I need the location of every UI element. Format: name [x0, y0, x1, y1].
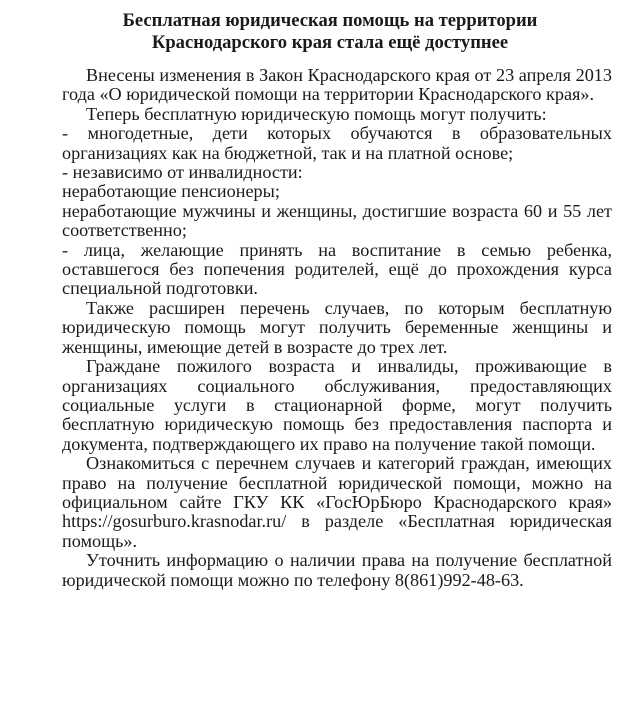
list-item-unemployed-men-women: неработающие мужчины и женщины, достигшие возраста 60 и 55 лет соответственно;: [62, 200, 612, 241]
paragraph-eligible-intro: Теперь бесплатную юридическую помощь могут получить:: [86, 103, 547, 124]
title-line-1: Бесплатная юридическая помощь на территории: [122, 10, 538, 31]
document-body: [62, 66, 612, 590]
paragraph-law-amendment: Внесены изменения в Закон Краснодарского края от 23 апреля 2013 года «О юридической помощи на территории Краснодарского края».: [62, 65, 612, 105]
list-item-large-families: - многодетные, дети которых обучаются в образовательных организациях как на бюджетной, так и на платной основе;: [62, 123, 612, 163]
paragraph-website-info: Ознакомиться с перечнем случаев и категорий граждан, имеющих право на получение бесплатной юридической помощи, можно на официальном сайте ГКУ КК «ГосЮрБюро Краснодарского края» https://gosurburo.krasnodar.ru/ в разделе «Бесплатная юридическая помощь».: [62, 453, 612, 551]
paragraph-phone-info: Уточнить информацию о наличии права на получение бесплатной юридической помощи можно по телефону 8(861)992-48-63.: [62, 550, 612, 590]
paragraph-pregnant-women: Также расширен перечень случаев, по которым бесплатную юридическую помощь могут получить беременные женщины и женщины, имеющие детей в возрасте до трех лет.: [62, 297, 612, 357]
document-title: [48, 10, 612, 54]
title-line-2: Краснодарского края стала ещё доступнее: [151, 32, 509, 53]
paragraph-elderly-disabled: Граждане пожилого возраста и инвалиды, проживающие в организациях социального обслуживания, предоставляющих социальные услуги в стационарной форме, могут получить бесплатную юридическую помощь без предоставления паспорта и документа, подтверждающего их право на получение такой помощи.: [62, 356, 612, 454]
list-item-foster-parents: - лица, желающие принять на воспитание в семью ребенка, оставшегося без попечения родителей, ещё до прохождения курса специальной подготовки.: [62, 239, 612, 299]
list-item-unemployed-pensioners: неработающие пенсионеры;: [62, 181, 280, 202]
list-item-regardless-disability: - независимо от инвалидности:: [62, 162, 303, 183]
